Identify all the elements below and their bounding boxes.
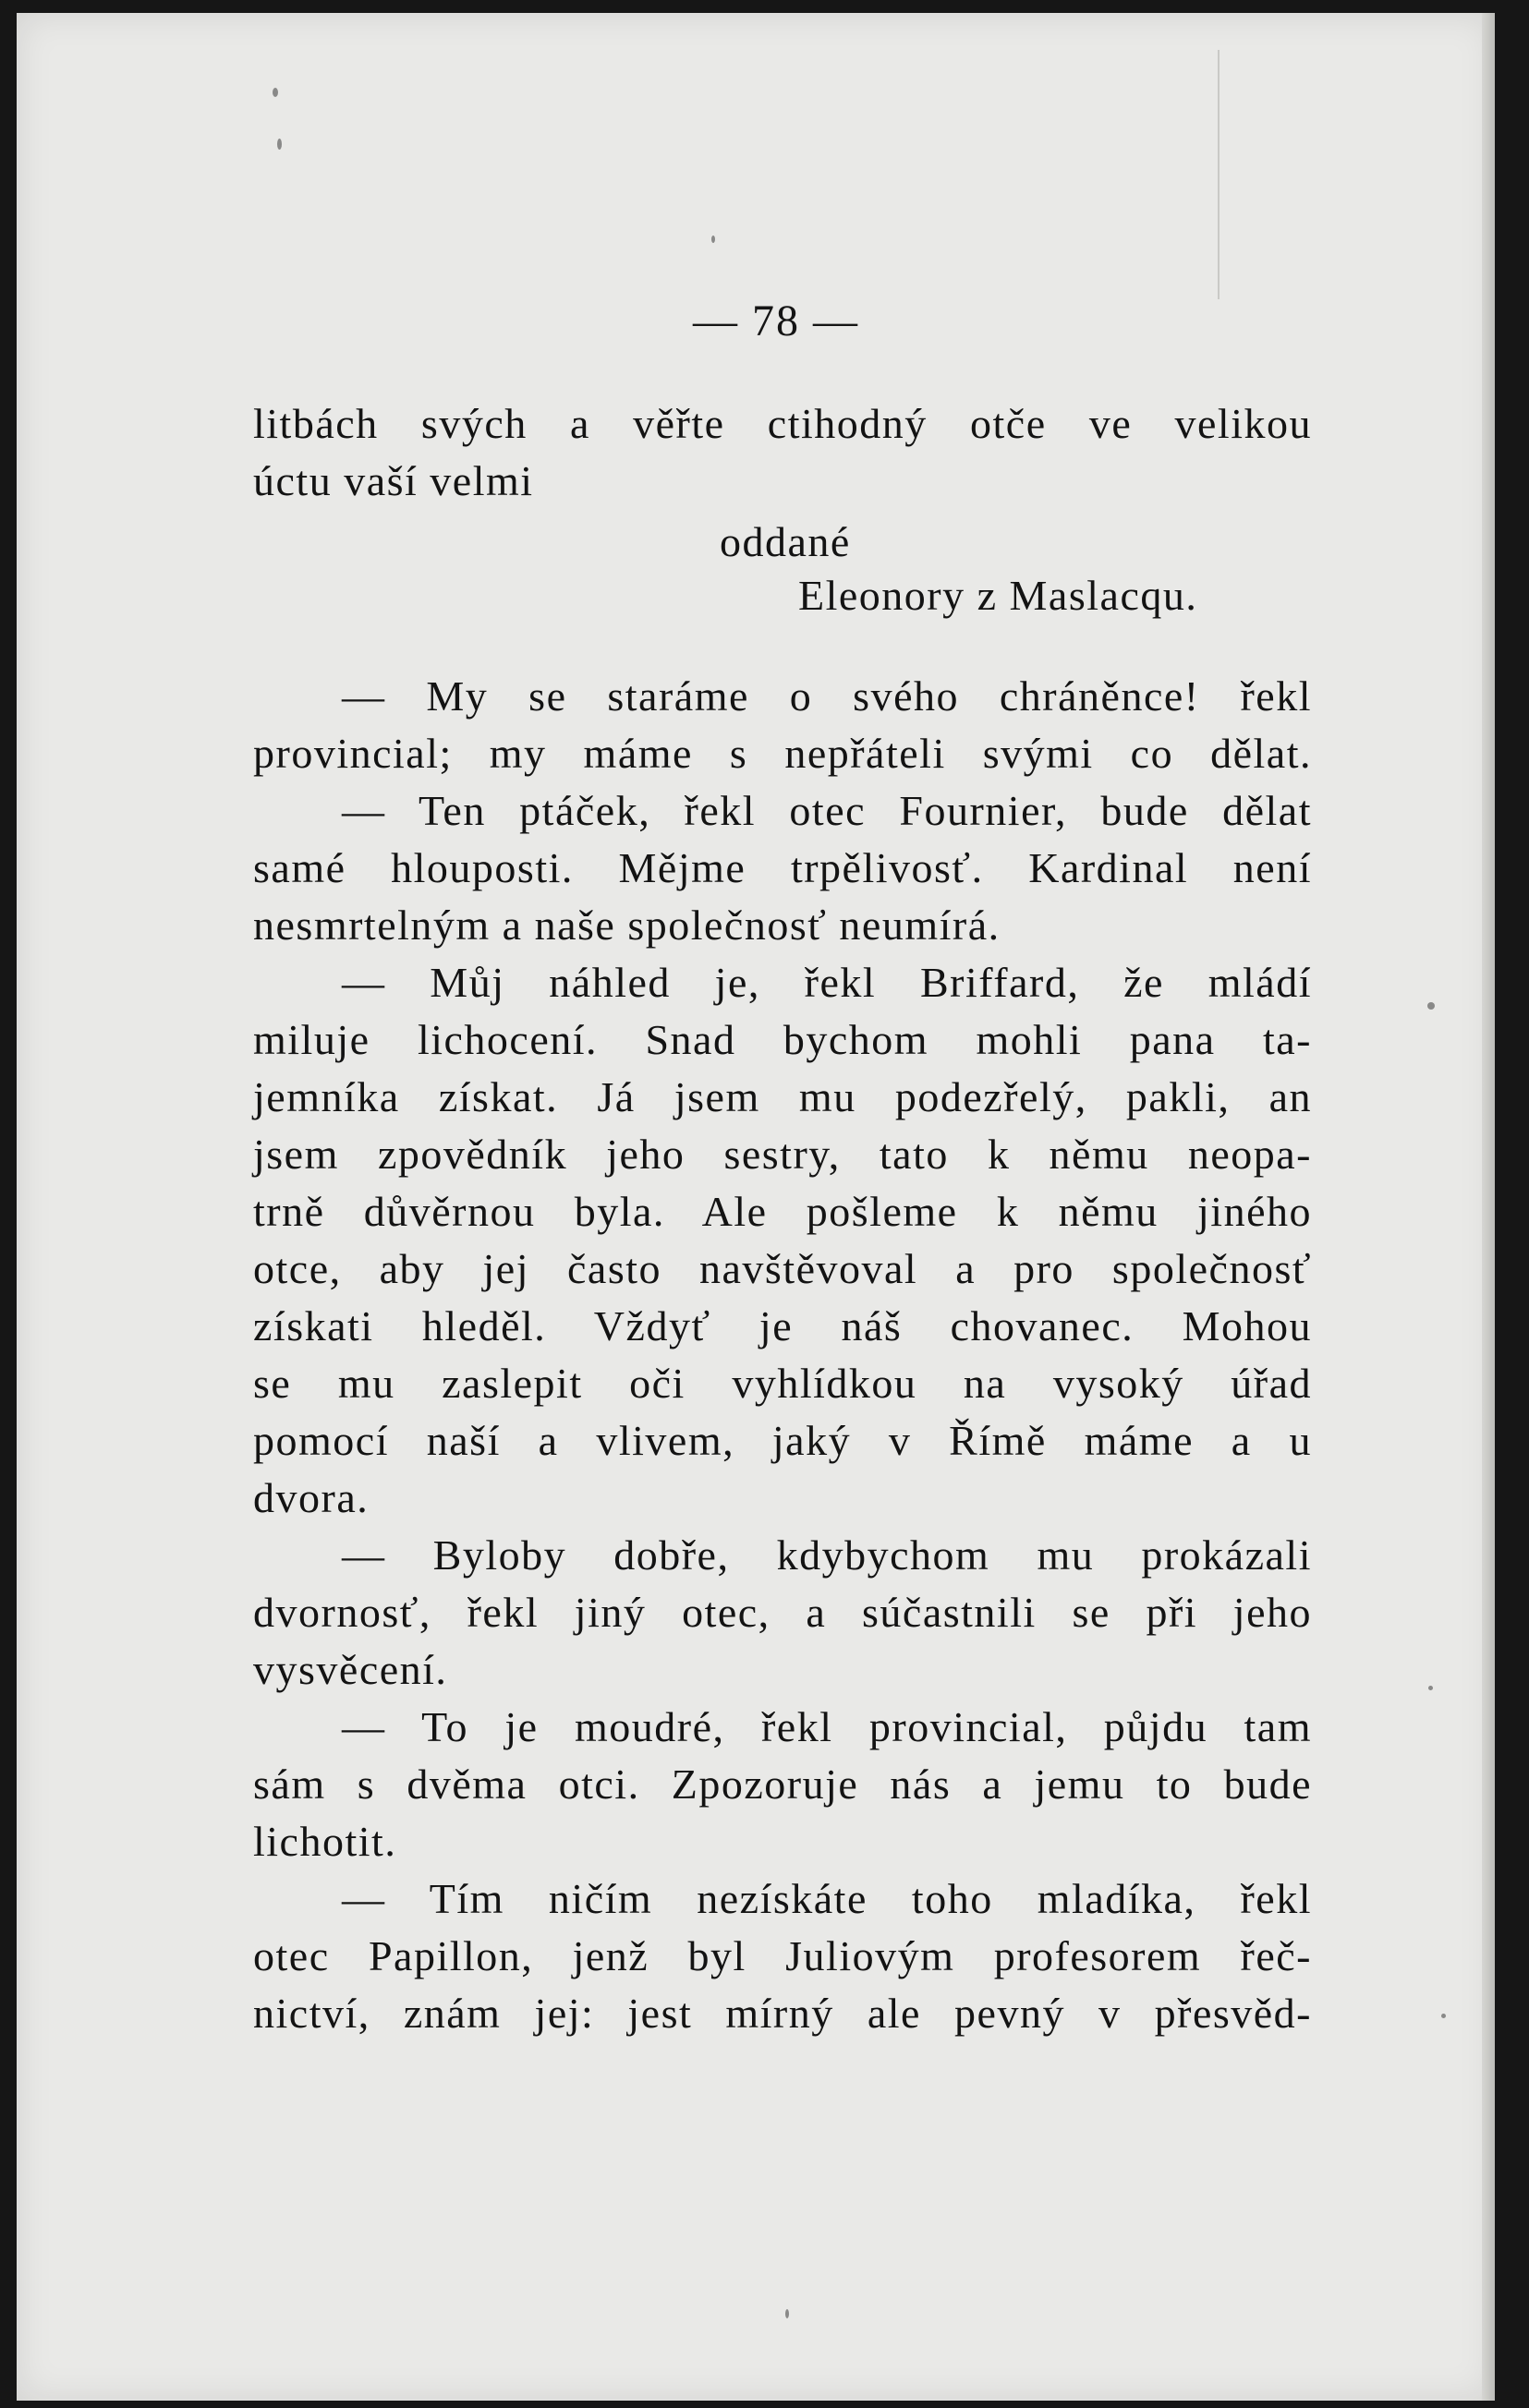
text-line: úctu vaší velmi bbox=[253, 457, 534, 504]
text-line: litbách svých a věřte ctihodný otče ve velikou bbox=[253, 400, 1312, 447]
text-line: se mu zaslepit oči vyhlídkou na vysoký úřad bbox=[253, 1360, 1312, 1407]
text-line: nictví, znám jej: jest mírný ale pevný v přesvěd- bbox=[253, 1990, 1312, 2037]
text-line: vysvěcení. bbox=[253, 1646, 448, 1693]
text-line: trně důvěrnou byla. Ale pošleme k němu jiného bbox=[253, 1188, 1312, 1235]
text-line: lichotit. bbox=[253, 1818, 397, 1865]
paper-speck bbox=[711, 236, 715, 243]
closing-line: oddané bbox=[720, 518, 851, 565]
text-line: — Můj náhled je, řekl Briffard, že mládí bbox=[342, 959, 1312, 1006]
text-line: jsem zpovědník jeho sestry, tato k němu neopa- bbox=[253, 1131, 1312, 1178]
text-line: sám s dvěma otci. Zpozoruje nás a jemu to bude bbox=[253, 1761, 1312, 1808]
text-line: získati hleděl. Vždyť je náš chovanec. Mohou bbox=[253, 1302, 1312, 1349]
text-line: — Tím ničím nezískáte toho mladíka, řekl bbox=[342, 1875, 1312, 1922]
paper-speck bbox=[1427, 1002, 1435, 1010]
paper-speck bbox=[1441, 2014, 1446, 2018]
text-line: otec Papillon, jenž byl Juliovým profesorem řeč- bbox=[253, 1932, 1312, 1979]
paper-speck bbox=[785, 2309, 789, 2318]
text-line: dvornosť, řekl jiný otec, a súčastnili se při jeho bbox=[253, 1589, 1312, 1636]
paper-speck bbox=[1428, 1686, 1433, 1690]
text-line: provincial; my máme s nepřáteli svými co dělat. bbox=[253, 730, 1312, 777]
paper-speck bbox=[277, 139, 282, 150]
text-line: pomocí naší a vlivem, jaký v Římě máme a u bbox=[253, 1417, 1312, 1464]
page-number: — 78 — bbox=[693, 296, 859, 345]
text-line: — My se staráme o svého chráněnce! řekl bbox=[342, 672, 1312, 720]
text-line: — Ten ptáček, řekl otec Fournier, bude dělat bbox=[342, 787, 1312, 834]
text-line: miluje lichocení. Snad bychom mohli pana ta- bbox=[253, 1016, 1312, 1063]
text-line: samé hlouposti. Mějme trpělivosť. Kardinal není bbox=[253, 844, 1312, 891]
text-line: — Byloby dobře, kdybychom mu prokázali bbox=[342, 1531, 1312, 1579]
text-line: jemníka získat. Já jsem mu podezřelý, pakli, an bbox=[253, 1073, 1312, 1120]
text-line: dvora. bbox=[253, 1474, 370, 1521]
text-line: otce, aby jej často navštěvoval a pro společnosť bbox=[253, 1245, 1312, 1292]
page-crease bbox=[1218, 50, 1220, 299]
paper-speck bbox=[273, 88, 278, 97]
text-line: nesmrtelným a naše společnosť neumírá. bbox=[253, 901, 1001, 949]
text-line: — To je moudré, řekl provincial, půjdu tam bbox=[342, 1703, 1312, 1750]
signature-line: Eleonory z Maslacqu. bbox=[798, 572, 1198, 619]
